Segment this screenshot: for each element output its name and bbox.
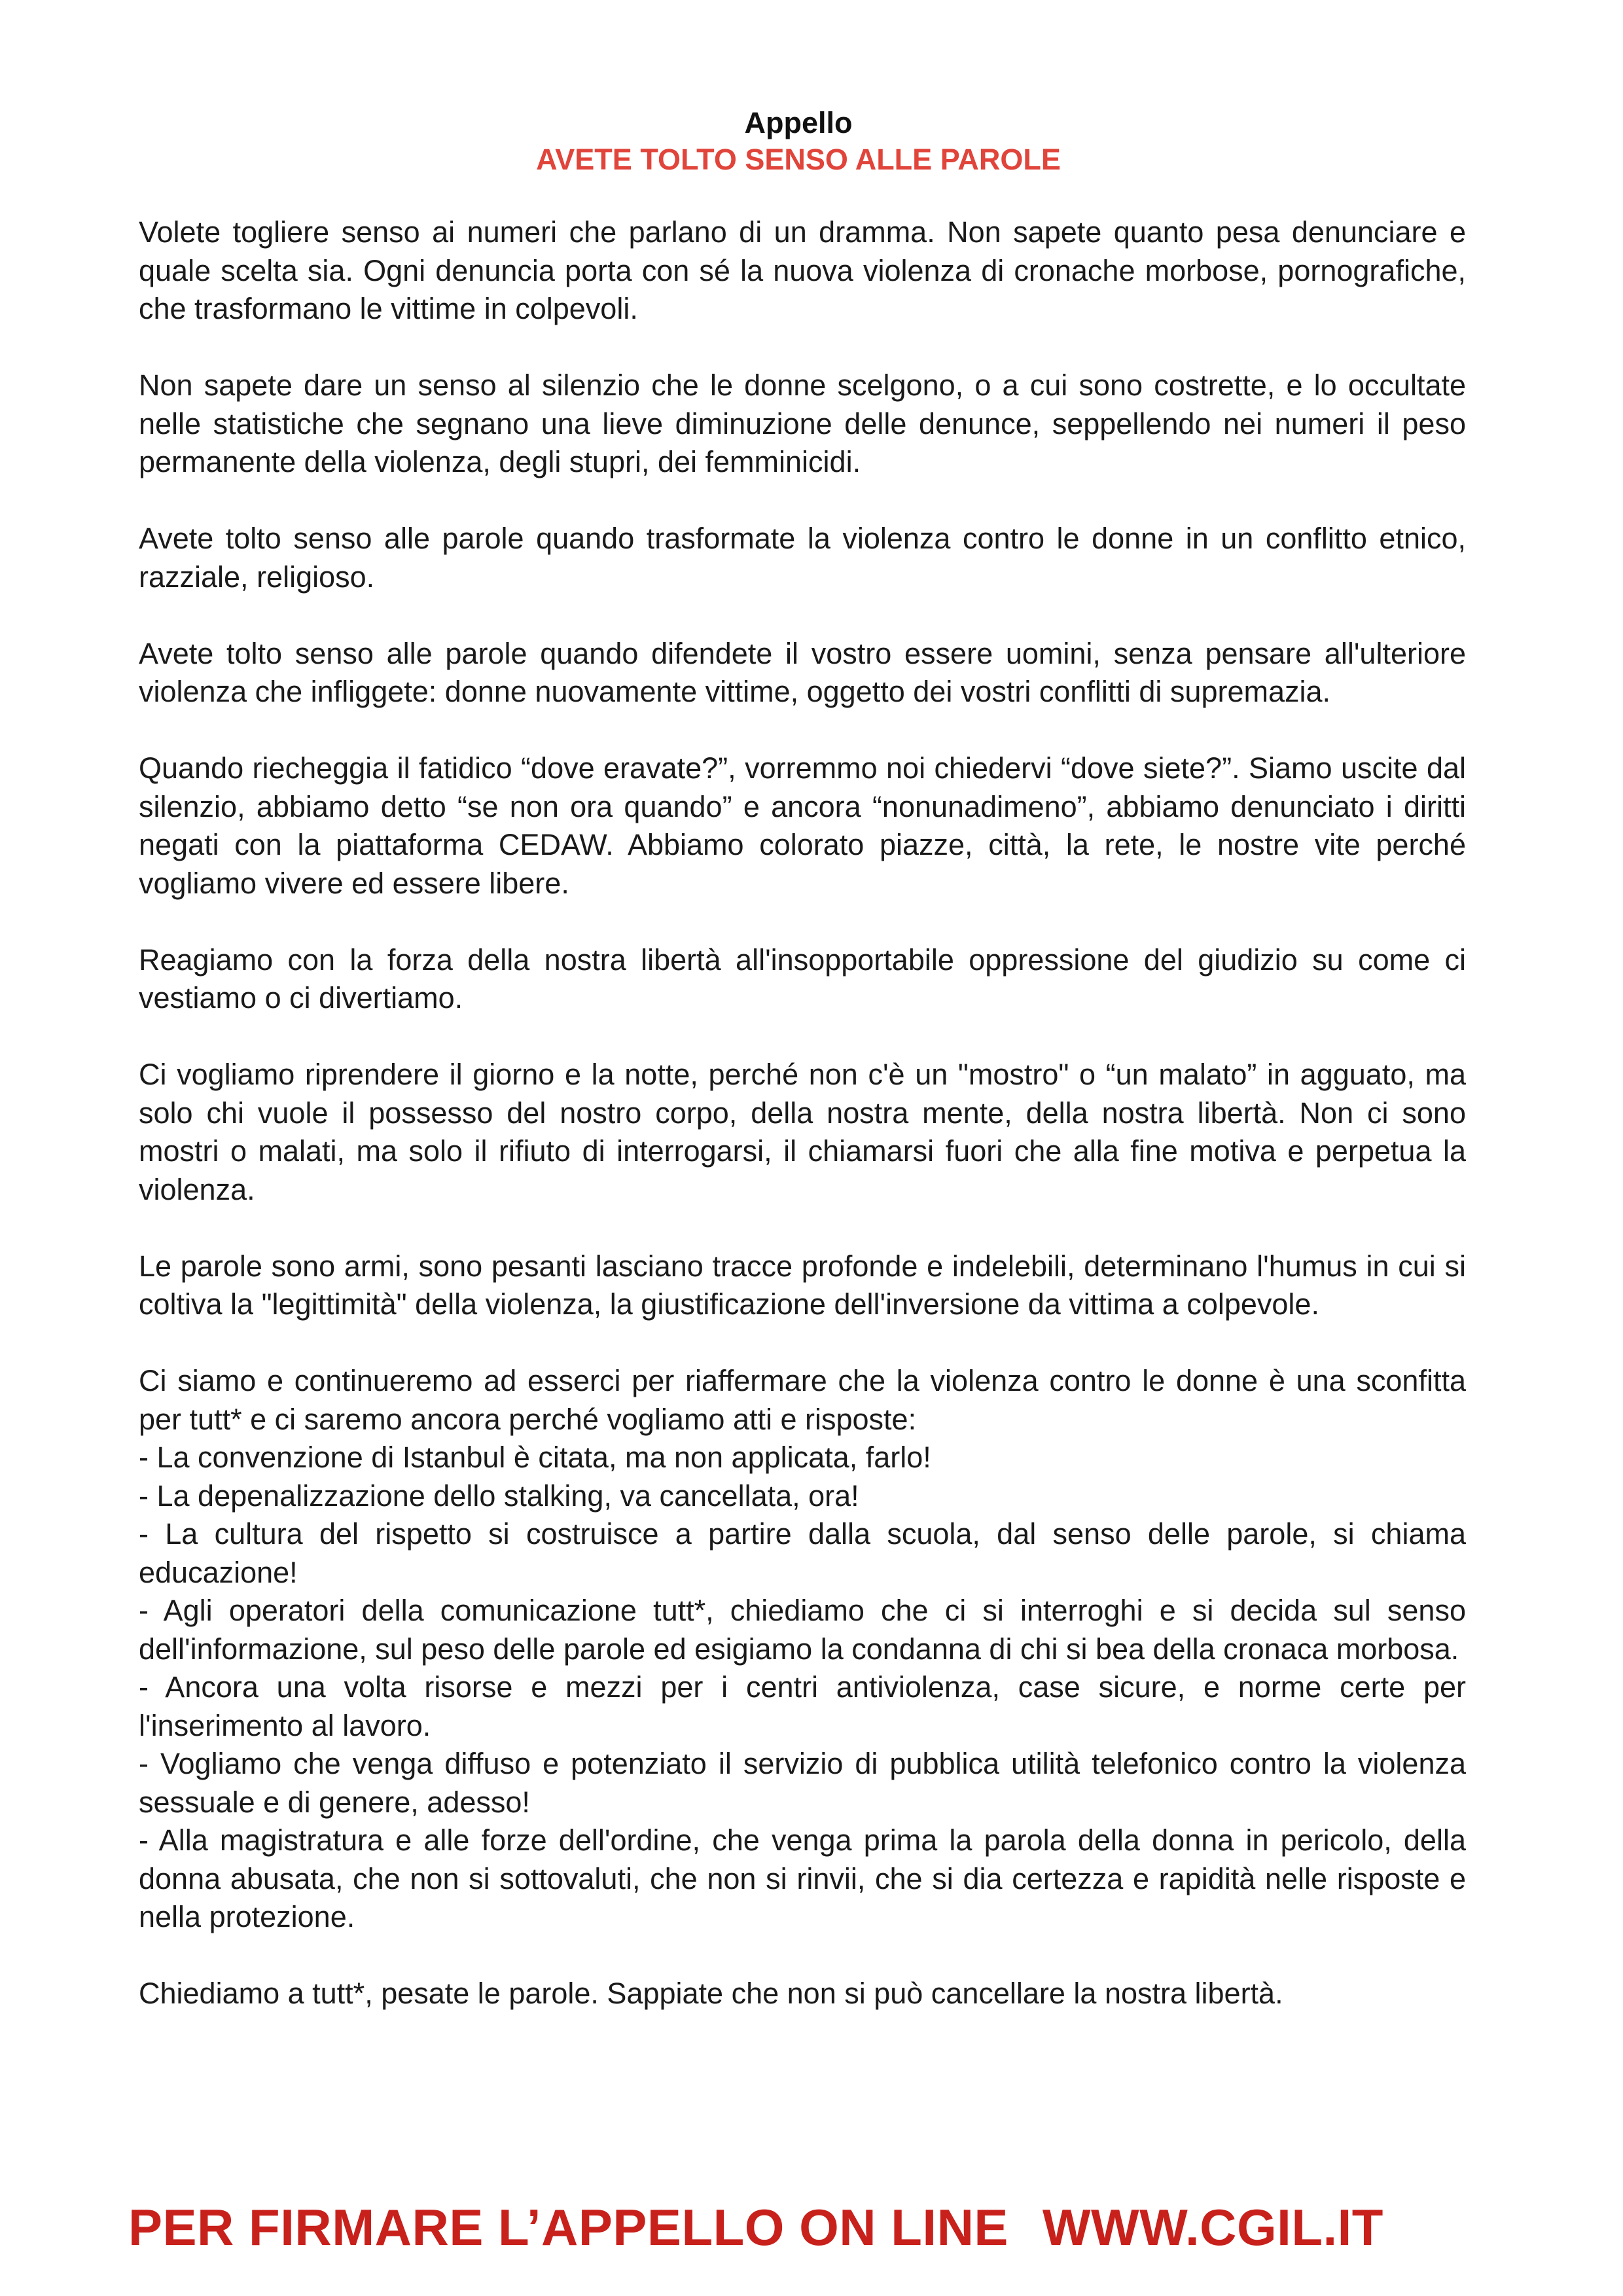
demand-item-5: - Ancora una volta risorse e mezzi per i centri antiviolenza, case sicure, e norme certe per l'inserimento al lavoro. [139,1670,1466,1742]
demands-intro: Ci siamo e continueremo ad esserci per riaffermare che la violenza contro le donne è una sconfitta per tutt* e ci saremo ancora perché vogliamo atti e risposte: [139,1364,1466,1436]
demand-item-6: - Vogliamo che venga diffuso e potenziato il servizio di pubblica utilità telefonico contro la violenza sessuale e di genere, adesso! [139,1747,1466,1819]
demand-item-7: - Alla magistratura e alle forze dell'ordine, che venga prima la parola della donna in pericolo, della donna abusata, che non si sottovaluti, che non si rinvii, che si dia certezza e rapidità nelle risposte e nella protezione. [139,1823,1466,1933]
footer-call-to-action: PER FIRMARE L’APPELLO ON LINE [128,2198,1008,2256]
demand-item-3: - La cultura del rispetto si costruisce a partire dalla scuola, dal senso delle parole, si chiama educazione! [139,1517,1466,1589]
demand-item-2: - La depenalizzazione dello stalking, va cancellata, ora! [139,1479,859,1513]
closing-paragraph: Chiediamo a tutt*, pesate le parole. Sappiate che non si può cancellare la nostra libertà. [139,1977,1283,2010]
paragraph-5: Quando riecheggia il fatidico “dove eravate?”, vorremmo noi chiedervi “dove siete?”. Siamo uscite dal silenzio, abbiamo detto “se non ora quando” e ancora “nonunadimeno”, abbiamo denunciato i diritti negati con la piattaforma CEDAW. Abbiamo colorato piazze, città, la rete, le nostre vite perché vogliamo vivere ed essere libere. [139,751,1466,900]
paragraph-8: Le parole sono armi, sono pesanti lasciano tracce profonde e indelebili, determinano l'humus in cui si coltiva la "legittimità" della violenza, la giustificazione dell'inversione da vittima a colpevole. [139,1249,1466,1321]
footer-website-link[interactable]: WWW.CGIL.IT [1042,2198,1383,2256]
paragraph-7: Ci vogliamo riprendere il giorno e la notte, perché non c'è un "mostro" o “un malato” in agguato, ma solo chi vuole il possesso del nostro corpo, della nostra mente, della nostra libertà. Non ci sono mostri o malati, ma solo il rifiuto di interrogarsi, il chiamarsi fuori che alla fine motiva e perpetua la violenza. [139,1058,1466,1206]
paragraph-6: Reagiamo con la forza della nostra libertà all'insopportabile oppressione del giudizio su come ci vestiamo o ci divertiamo. [139,942,1466,1014]
demand-item-4: - Agli operatori della comunicazione tutt*, chiediamo che ci si interroghi e si decida sul senso dell'informazione, sul peso delle parole ed esigiamo la condanna di chi si bea della cronaca morbosa. [139,1594,1466,1666]
paragraph-2: Non sapete dare un senso al silenzio che le donne scelgono, o a cui sono costrette, e lo occultate nelle statistiche che segnano una lieve diminuzione delle denunce, seppellendo nei numeri il peso permanente della violenza, degli stupri, dei femminicidi. [139,368,1466,478]
paragraph-4: Avete tolto senso alle parole quando difendete il vostro essere uomini, senza pensare all'ulteriore violenza che infliggete: donne nuovamente vittime, oggetto dei vostri conflitti di supremazia. [139,636,1466,708]
demand-item-1: - La convenzione di Istanbul è citata, ma non applicata, farlo! [139,1441,931,1474]
paragraph-3: Avete tolto senso alle parole quando trasformate la violenza contro le donne in un conflitto etnico, razziale, religioso. [139,522,1466,594]
footer-banner [128,2198,1476,2257]
document-header [0,105,1597,178]
document-kicker: Appello [744,106,853,139]
document-body [139,213,1466,2051]
document-title: AVETE TOLTO SENSO ALLE PAROLE [536,143,1061,176]
paragraph-1: Volete togliere senso ai numeri che parlano di un dramma. Non sapete quanto pesa denunciare e quale scelta sia. Ogni denuncia porta con sé la nuova violenza di cronache morbose, pornografiche, che trasformano le vittime in colpevoli. [139,215,1466,325]
